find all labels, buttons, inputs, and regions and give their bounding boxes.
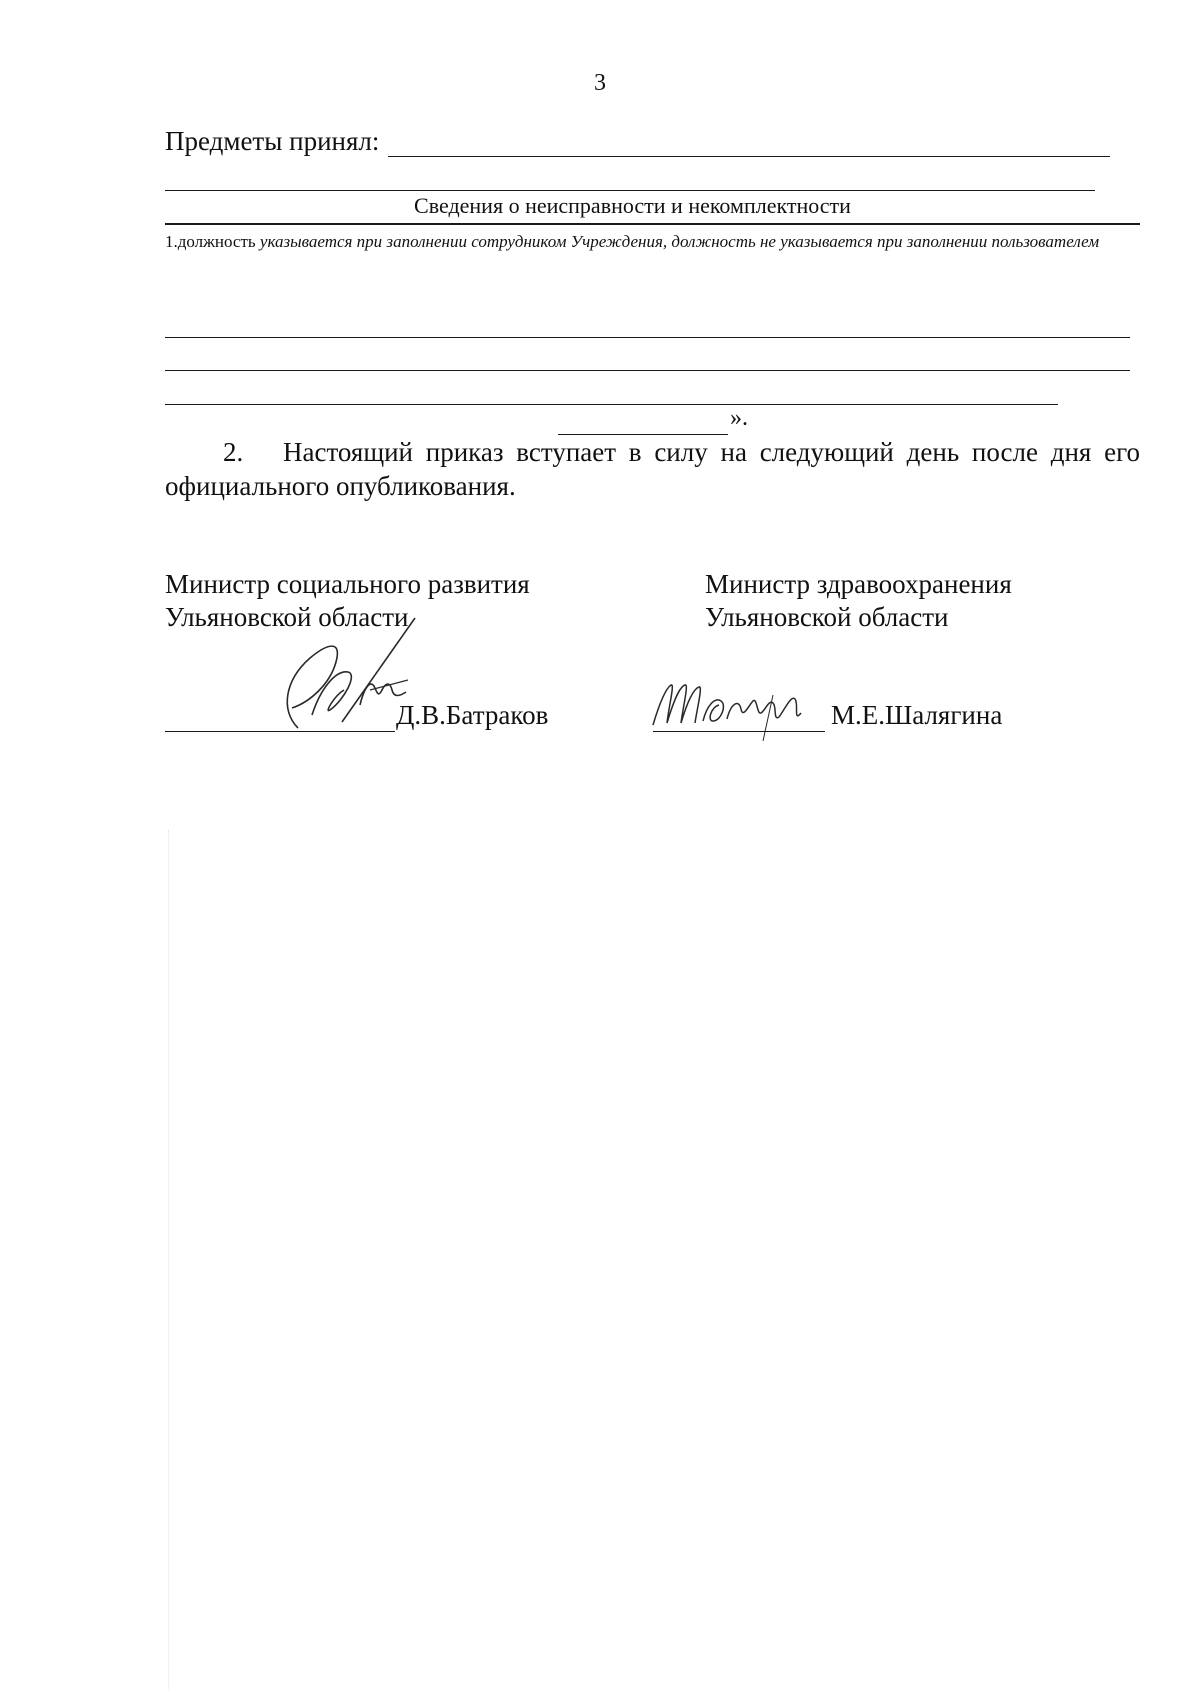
left-signatory-title-line1: Министр социального развития [165, 569, 530, 599]
right-signatory-title [705, 568, 1012, 634]
page-number: 3 [594, 70, 606, 96]
footnote-lead: должность [177, 232, 256, 251]
right-handwritten-signature [645, 665, 820, 745]
left-signatory-name: Д.В.Батраков [396, 700, 549, 730]
section-title-underline [165, 223, 1140, 225]
blank-line [165, 190, 1095, 191]
accepted-signature-line [388, 156, 1110, 157]
left-handwritten-signature [240, 610, 450, 735]
right-signatory-name: М.Е.Шалягина [831, 700, 1003, 730]
clause-text: Настоящий приказ вступает в силу на следующий день после дня его официального опубликования. [165, 437, 1140, 501]
blank-line [165, 404, 1058, 405]
clause-number: 2. [223, 437, 244, 467]
blank-line [165, 337, 1130, 338]
section-title: Сведения о неисправности и некомплектности [414, 193, 851, 218]
right-signatory-title-line2: Ульяновской области [705, 602, 949, 632]
left-signatory-title-line2: Ульяновской области [165, 602, 409, 632]
accepted-label: Предметы принял: [165, 126, 380, 156]
blank-line [165, 370, 1130, 371]
scan-margin-artifact [168, 830, 170, 1690]
quote-close: ». [730, 405, 748, 431]
footnote [165, 228, 1140, 255]
right-signatory-title-line1: Министр здравоохранения [705, 569, 1012, 599]
footnote-number: 1. [165, 232, 178, 251]
clause-2 [165, 435, 1140, 503]
footnote-text: указывается при заполнении сотрудником Учреждения, должность не указывается при заполнении пользователем [255, 232, 1100, 251]
